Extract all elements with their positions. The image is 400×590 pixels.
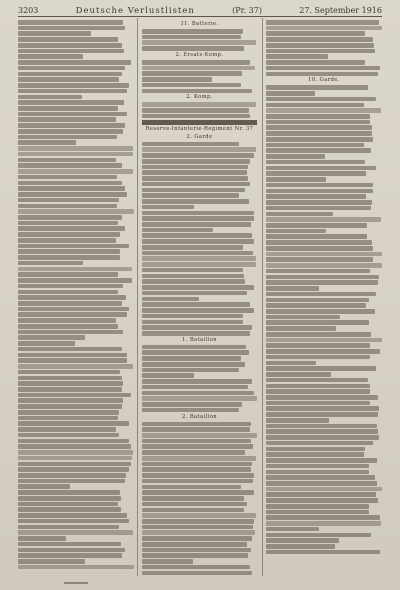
text-line — [18, 232, 120, 237]
text-line — [266, 160, 365, 165]
text-line — [142, 402, 242, 407]
text-line — [18, 427, 116, 432]
text-line — [142, 233, 252, 238]
text-line — [18, 31, 91, 36]
text-line — [142, 199, 249, 204]
text-line — [18, 135, 117, 140]
text-line — [266, 372, 331, 377]
text-line — [18, 267, 132, 272]
text-line — [18, 553, 122, 558]
text-line — [142, 356, 241, 361]
text-line — [266, 544, 335, 549]
text-line — [266, 521, 381, 526]
text-line — [266, 470, 369, 475]
text-line — [266, 97, 376, 102]
text-line — [18, 444, 131, 449]
text-line — [18, 158, 116, 163]
text-line — [266, 49, 375, 54]
text-line — [18, 60, 131, 65]
text-line — [266, 510, 369, 515]
text-line — [266, 429, 378, 434]
text-line — [18, 341, 75, 346]
text-line — [18, 112, 127, 117]
text-line — [142, 542, 247, 547]
text-line — [266, 441, 373, 446]
section-heading: 2. Ersatz-Komp. — [175, 51, 224, 58]
text-line — [266, 217, 381, 222]
text-line — [18, 513, 127, 518]
text-line — [18, 146, 133, 151]
text-line — [18, 542, 121, 547]
text-line — [142, 565, 250, 570]
text-line — [142, 379, 252, 384]
text-line — [18, 324, 118, 329]
column-middle — [142, 20, 257, 576]
text-line — [142, 35, 241, 40]
text-line — [18, 100, 124, 105]
text-line — [18, 416, 118, 421]
text-line — [266, 275, 379, 280]
text-line — [266, 171, 366, 176]
text-line — [18, 83, 129, 88]
text-line — [142, 508, 244, 513]
text-line — [266, 515, 380, 520]
text-line — [266, 527, 319, 532]
text-line — [142, 159, 250, 164]
text-line — [18, 335, 85, 340]
text-line — [266, 31, 365, 36]
text-line — [18, 376, 122, 381]
text-line — [142, 182, 250, 187]
text-line — [18, 502, 118, 507]
text-line — [18, 209, 134, 214]
text-line — [266, 20, 379, 25]
text-line — [142, 473, 254, 478]
issue-number: (Pr. 37) — [232, 6, 262, 15]
text-line — [18, 249, 120, 254]
text-line — [142, 308, 254, 313]
text-line — [18, 462, 131, 467]
text-line — [18, 370, 120, 375]
text-line — [266, 103, 364, 108]
text-line — [142, 251, 253, 256]
text-line — [142, 268, 243, 273]
text-line — [18, 364, 133, 369]
text-line — [18, 421, 129, 426]
text-line — [18, 192, 127, 197]
text-line — [266, 177, 326, 182]
text-line — [266, 26, 382, 31]
text-line — [266, 504, 369, 509]
text-line — [18, 26, 125, 31]
column-right — [266, 20, 382, 576]
text-line — [266, 487, 382, 492]
text-line — [142, 502, 247, 507]
text-line — [142, 427, 250, 432]
text-line — [18, 169, 133, 174]
text-line — [18, 129, 123, 134]
text-line — [266, 320, 369, 325]
text-line — [142, 513, 256, 518]
text-line — [266, 355, 370, 360]
text-line — [266, 384, 370, 389]
text-line — [142, 350, 249, 355]
text-line — [142, 245, 243, 250]
section-heading: 2. Bataillon — [182, 413, 217, 420]
text-line — [266, 475, 375, 480]
text-line — [18, 450, 133, 455]
text-line — [266, 424, 377, 429]
text-line — [142, 325, 252, 330]
text-line — [266, 66, 380, 71]
text-line — [266, 315, 340, 320]
text-line — [142, 320, 243, 325]
text-line — [266, 85, 368, 90]
text-line — [266, 120, 370, 125]
text-line — [18, 198, 119, 203]
text-line — [18, 484, 70, 489]
text-line — [142, 153, 254, 158]
text-line — [142, 408, 239, 413]
text-line — [266, 550, 380, 555]
section-heading: 10. Garde. — [308, 77, 340, 84]
text-line — [142, 165, 248, 170]
text-line — [266, 292, 376, 297]
text-line — [142, 479, 253, 484]
text-line — [266, 114, 370, 119]
text-line — [18, 255, 120, 260]
text-line — [18, 473, 126, 478]
text-line — [18, 358, 127, 363]
text-line — [18, 536, 66, 541]
regiment-heading-band — [142, 120, 257, 125]
text-line — [266, 280, 378, 285]
text-line — [142, 362, 245, 367]
text-line — [142, 222, 251, 227]
text-line — [266, 533, 371, 538]
text-line — [18, 175, 117, 180]
text-line — [266, 154, 325, 159]
page-header — [18, 4, 382, 16]
text-line — [18, 307, 129, 312]
section-heading: 1. Bataillon — [182, 336, 217, 343]
text-line — [266, 538, 339, 543]
text-line — [142, 262, 256, 267]
text-line — [142, 302, 250, 307]
regiment-heading: Reserve-Infanterie-Regiment Nr. 37 — [145, 125, 254, 132]
text-line — [18, 117, 116, 122]
text-line — [142, 467, 251, 472]
text-line — [142, 385, 248, 390]
text-line — [18, 387, 122, 392]
text-line — [266, 498, 378, 503]
text-line — [266, 418, 329, 423]
text-line — [266, 412, 378, 417]
text-line — [18, 404, 122, 409]
text-line — [142, 239, 254, 244]
text-line — [18, 37, 118, 42]
text-line — [142, 40, 256, 45]
text-line — [142, 536, 252, 541]
text-line — [142, 314, 243, 319]
text-line — [266, 183, 373, 188]
text-line — [142, 422, 251, 427]
text-line — [18, 221, 118, 226]
text-line — [266, 343, 370, 348]
text-line — [266, 72, 378, 77]
text-line — [142, 519, 254, 524]
text-line — [266, 309, 375, 314]
text-line — [142, 548, 251, 553]
text-line — [266, 60, 365, 65]
text-line — [142, 571, 252, 576]
text-line — [266, 361, 316, 366]
text-line — [142, 216, 254, 221]
text-line — [142, 60, 250, 65]
text-line — [142, 525, 253, 530]
text-line — [266, 91, 315, 96]
text-line — [18, 433, 119, 438]
text-line — [266, 366, 376, 371]
text-line — [142, 490, 254, 495]
text-line — [18, 312, 127, 317]
section-heading: 2. Komp. — [186, 94, 213, 101]
text-line — [142, 450, 245, 455]
text-line — [266, 389, 370, 394]
text-line — [142, 462, 252, 467]
text-line — [142, 256, 256, 261]
text-line — [266, 212, 333, 217]
text-line — [18, 77, 119, 82]
text-line — [18, 284, 123, 289]
text-line — [266, 481, 377, 486]
text-line — [266, 298, 369, 303]
text-line — [266, 492, 376, 497]
text-line — [266, 206, 371, 211]
text-line — [142, 66, 255, 71]
text-line — [18, 381, 123, 386]
text-line — [18, 330, 123, 335]
text-line — [266, 435, 379, 440]
text-line — [142, 433, 257, 438]
text-line — [18, 301, 122, 306]
text-line — [18, 439, 129, 444]
text-line — [18, 66, 125, 71]
text-line — [142, 29, 243, 34]
text-line — [142, 89, 252, 94]
text-line — [266, 37, 373, 42]
text-line — [142, 285, 254, 290]
text-line — [142, 553, 248, 558]
text-line — [18, 272, 118, 277]
text-line — [266, 349, 380, 354]
text-line — [142, 274, 244, 279]
text-line — [266, 286, 319, 291]
text-line — [18, 163, 122, 168]
text-line — [266, 143, 364, 148]
text-line — [142, 485, 241, 490]
text-line — [266, 148, 371, 153]
text-line — [142, 297, 199, 302]
text-line — [266, 108, 381, 113]
text-line — [142, 331, 250, 336]
text-line — [18, 410, 119, 415]
text-line — [142, 114, 250, 119]
text-line — [266, 464, 369, 469]
text-line — [18, 95, 82, 100]
text-line — [142, 530, 255, 535]
text-line — [18, 278, 132, 283]
text-line — [18, 290, 118, 295]
text-line — [18, 398, 123, 403]
text-line — [18, 353, 127, 358]
text-line — [18, 548, 125, 553]
text-line — [266, 234, 367, 239]
text-line — [18, 72, 122, 77]
text-line — [266, 194, 366, 199]
text-line — [18, 54, 83, 59]
text-line — [142, 559, 193, 564]
text-line — [142, 444, 253, 449]
text-line — [142, 102, 256, 107]
text-line — [142, 373, 194, 378]
text-line — [18, 43, 122, 48]
column-left — [18, 20, 134, 576]
text-line — [266, 401, 370, 406]
section-heading: 2. Garde — [186, 133, 213, 140]
column-divider-right — [262, 18, 263, 576]
text-line — [142, 83, 241, 88]
text-line — [18, 244, 129, 249]
text-line — [18, 565, 134, 570]
text-line — [266, 223, 367, 228]
text-line — [266, 54, 328, 59]
text-line — [142, 46, 244, 51]
text-line — [142, 496, 244, 501]
text-line — [18, 226, 125, 231]
text-line — [18, 393, 131, 398]
text-line — [142, 391, 254, 396]
text-line — [18, 186, 125, 191]
text-line — [266, 229, 326, 234]
text-line — [142, 142, 239, 147]
text-line — [266, 137, 373, 142]
text-line — [266, 447, 365, 452]
text-line — [142, 368, 239, 373]
text-line — [142, 396, 257, 401]
text-line — [142, 108, 249, 113]
text-line — [18, 467, 129, 472]
text-line — [18, 20, 123, 25]
text-line — [18, 496, 121, 501]
text-line — [142, 170, 247, 175]
text-line — [18, 456, 132, 461]
text-line — [18, 295, 126, 300]
text-line — [18, 490, 120, 495]
text-line — [266, 131, 372, 136]
text-line — [142, 211, 254, 216]
text-line — [18, 479, 125, 484]
text-line — [266, 458, 377, 463]
text-line — [266, 406, 379, 411]
page-number: 3203 — [18, 6, 39, 15]
text-line — [142, 147, 256, 152]
text-line — [142, 71, 242, 76]
text-line — [142, 228, 213, 233]
text-line — [266, 332, 371, 337]
text-line — [142, 77, 212, 82]
text-line — [18, 530, 133, 535]
text-line — [266, 166, 376, 171]
text-line — [18, 89, 127, 94]
text-line — [266, 125, 372, 130]
text-line — [18, 152, 133, 157]
text-line — [266, 326, 336, 331]
text-line — [142, 188, 245, 193]
text-line — [266, 200, 372, 205]
column-divider-left — [137, 18, 138, 576]
text-line — [142, 205, 194, 210]
text-line — [18, 261, 83, 266]
publication-title: Deutsche Verlustlisten — [75, 6, 195, 16]
text-line — [18, 559, 85, 564]
text-line — [18, 525, 119, 530]
text-line — [18, 318, 116, 323]
text-line — [266, 303, 366, 308]
text-line — [18, 507, 121, 512]
footer-mark — [64, 582, 88, 584]
text-line — [18, 123, 125, 128]
text-line — [266, 43, 374, 48]
text-line — [18, 140, 76, 145]
section-heading: 11. Batterie. — [180, 21, 219, 27]
text-line — [266, 338, 382, 343]
text-line — [266, 246, 373, 251]
text-line — [18, 181, 122, 186]
text-line — [266, 263, 382, 268]
text-line — [266, 269, 370, 274]
header-rule — [18, 16, 382, 17]
text-line — [142, 345, 246, 350]
text-line — [142, 456, 256, 461]
text-line — [18, 49, 124, 54]
text-line — [18, 204, 117, 209]
text-line — [266, 252, 382, 257]
issue-date: 27. September 1916 — [299, 6, 382, 15]
text-line — [266, 452, 364, 457]
text-line — [18, 215, 122, 220]
text-line — [18, 519, 129, 524]
text-line — [266, 257, 373, 262]
text-line — [266, 395, 378, 400]
text-line — [18, 347, 122, 352]
text-line — [142, 291, 247, 296]
text-line — [18, 106, 118, 111]
text-line — [142, 176, 248, 181]
text-line — [18, 238, 116, 243]
text-line — [266, 189, 373, 194]
text-line — [142, 193, 239, 198]
text-line — [142, 439, 251, 444]
text-line — [266, 240, 372, 245]
text-line — [266, 378, 368, 383]
text-line — [142, 279, 245, 284]
